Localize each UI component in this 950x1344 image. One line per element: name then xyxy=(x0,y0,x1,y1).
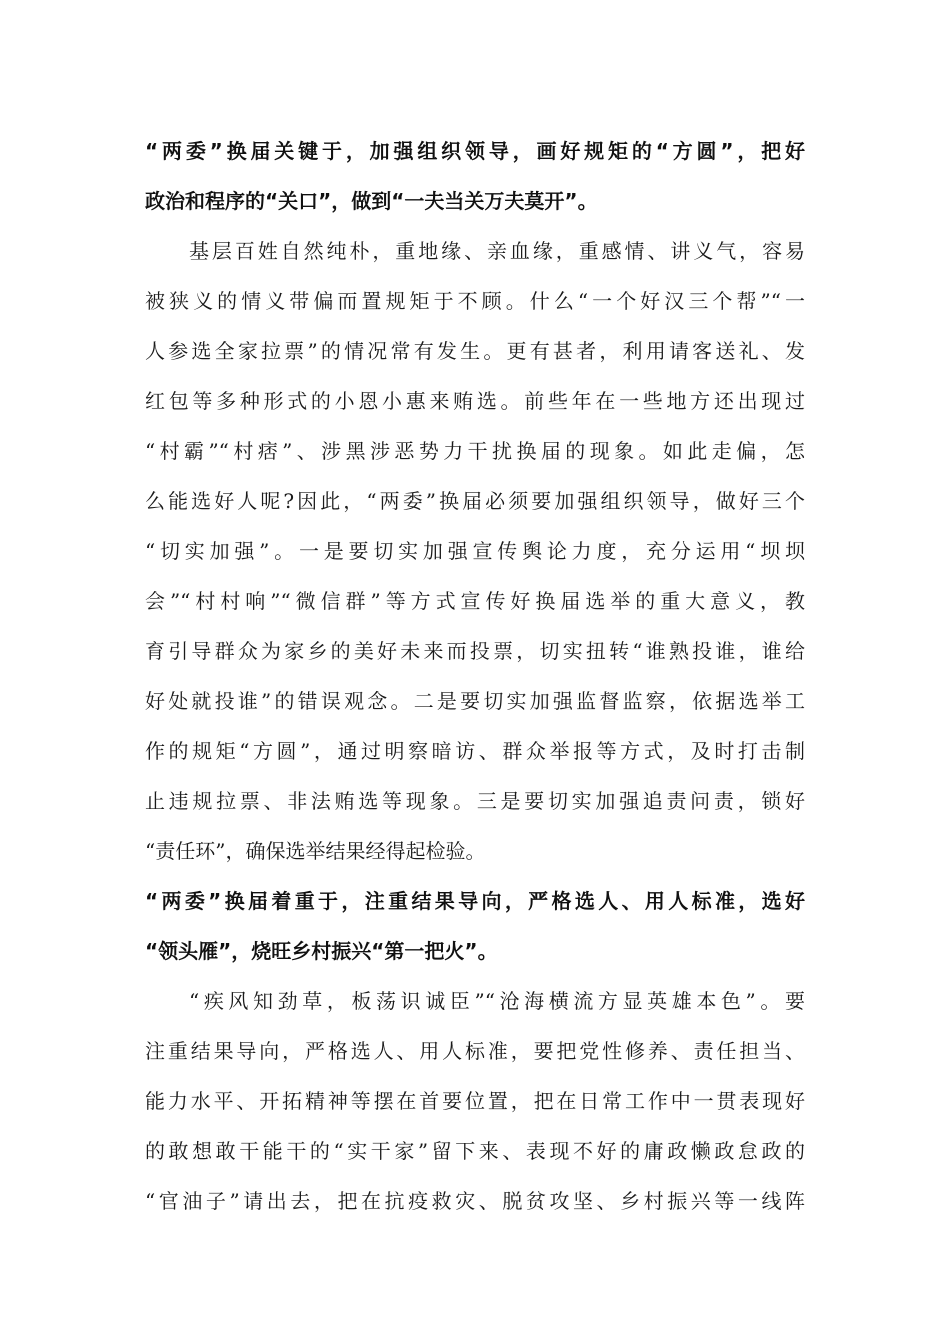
paragraph-line: 基层百姓自然纯朴，重地缘、亲血缘，重感情、讲义气，容易 xyxy=(189,239,805,263)
paragraph-line: 被狭义的情义带偏而置规矩于不顾。什么“一个好汉三个帮”“一 xyxy=(145,289,805,313)
document-body xyxy=(145,126,805,1226)
paragraph-line: 的敢想敢干能干的“实干家”留下来、表现不好的庸政懒政怠政的 xyxy=(145,1139,805,1163)
paragraph-line: 能力水平、开拓精神等摆在首要位置，把在日常工作中一贯表现好 xyxy=(145,1089,805,1113)
section-heading-1 xyxy=(145,126,805,226)
paragraph-line: 作的规矩“方圆”，通过明察暗访、群众举报等方式，及时打击制 xyxy=(145,739,805,763)
paragraph-line: “责任环”，确保选举结果经得起检验。 xyxy=(145,839,486,863)
paragraph-line: 么能选好人呢?因此，“两委”换届必须要加强组织领导，做好三个 xyxy=(145,489,805,513)
paragraph-line: 注重结果导向，严格选人、用人标准，要把党性修养、责任担当、 xyxy=(145,1039,805,1063)
paragraph-line: 红包等多种形式的小恩小惠来贿选。前些年在一些地方还出现过 xyxy=(145,389,805,413)
paragraph-line: “村霸”“村痞”、涉黑涉恶势力干扰换届的现象。如此走偏，怎 xyxy=(145,439,805,463)
paragraph-line: 会”“村村响”“微信群”等方式宣传好换届选举的重大意义，教 xyxy=(145,589,805,613)
paragraph-line: 育引导群众为家乡的美好未来而投票，切实扭转“谁熟投谁，谁给 xyxy=(145,639,805,663)
heading-line: “两委”换届关键于，加强组织领导，画好规矩的“方圆”，把好 xyxy=(145,139,805,163)
paragraph-line: 人参选全家拉票”的情况常有发生。更有甚者，利用请客送礼、发 xyxy=(145,339,805,363)
heading-line: “领头雁”，烧旺乡村振兴“第一把火”。 xyxy=(145,939,498,963)
paragraph-line: “切实加强”。一是要切实加强宣传舆论力度，充分运用“坝坝 xyxy=(145,539,805,563)
section-heading-2 xyxy=(145,876,805,976)
paragraph-2 xyxy=(145,976,805,1226)
paragraph-line: “官油子”请出去，把在抗疫救灾、脱贫攻坚、乡村振兴等一线阵 xyxy=(145,1189,805,1213)
paragraph-line: 止违规拉票、非法贿选等现象。三是要切实加强追责问责，锁好 xyxy=(145,789,805,813)
heading-line: “两委”换届着重于，注重结果导向，严格选人、用人标准，选好 xyxy=(145,889,805,913)
heading-line: 政治和程序的“关口”，做到“一夫当关万夫莫开”。 xyxy=(145,189,598,213)
paragraph-line: 好处就投谁”的错误观念。二是要切实加强监督监察，依据选举工 xyxy=(145,689,805,713)
paragraph-line: “疾风知劲草，板荡识诚臣”“沧海横流方显英雄本色”。要 xyxy=(189,989,805,1013)
paragraph-1 xyxy=(145,226,805,876)
